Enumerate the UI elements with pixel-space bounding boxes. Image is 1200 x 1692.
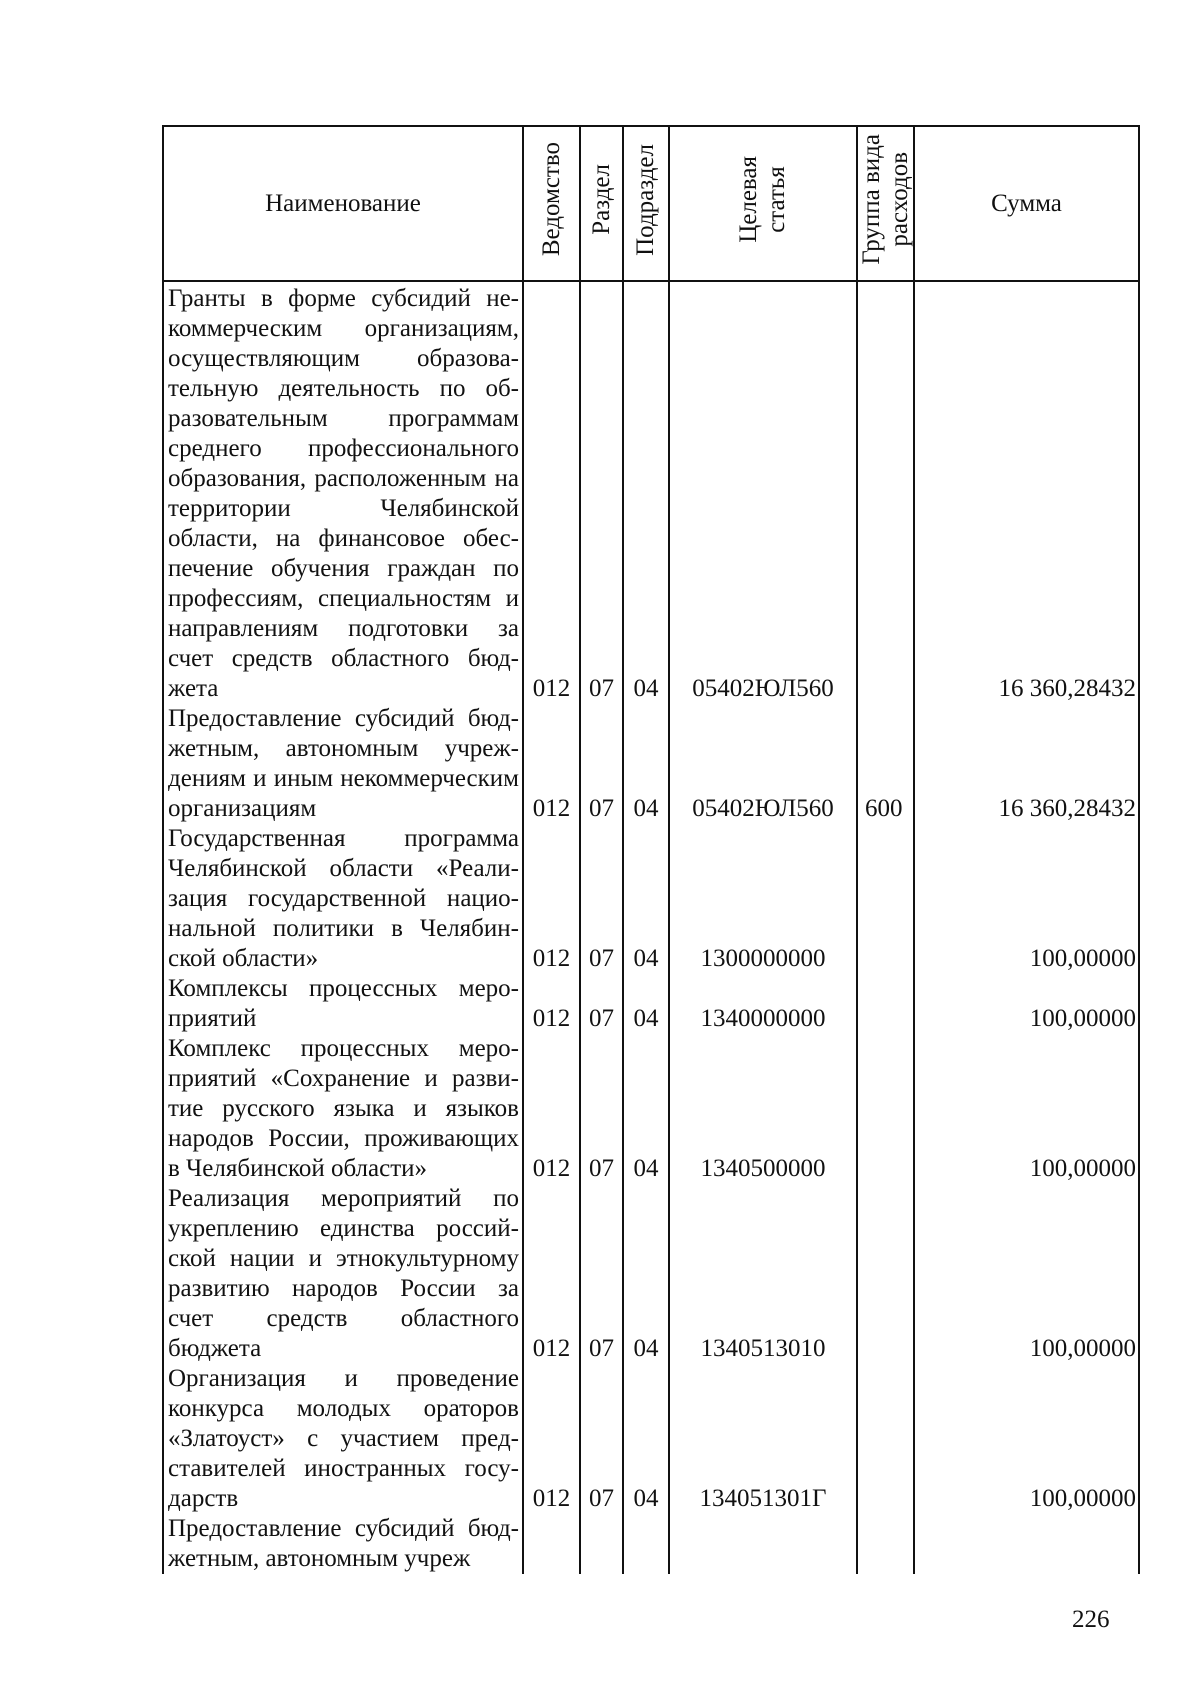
row-sum: 100,00000 <box>914 1364 1139 1514</box>
row-name: Комплексы процессных мероприятий <box>163 974 523 1034</box>
row-podrazdel: 04 <box>623 974 669 1034</box>
row-expense-group <box>857 974 914 1034</box>
table-row <box>163 704 1139 824</box>
header-sum: Сумма <box>914 126 1139 281</box>
row-vedomstvo: 012 <box>523 1364 580 1514</box>
row-razdel: 07 <box>580 1364 623 1514</box>
row-name: Гранты в форме субсидий некоммерческим организациям, осуществляющим образовательную деятельность по образовательным программам среднего профессионального образования, расположенным на территории Челябинской области, на финансовое обеспечение обучения граждан по профессиям, специальностям и направлениям подготовки за счет средств областного бюджета <box>163 281 523 704</box>
row-vedomstvo: 012 <box>523 1184 580 1364</box>
table-row <box>163 1364 1139 1514</box>
row-target-article: 1300000000 <box>669 824 857 974</box>
row-target-article: 1340000000 <box>669 974 857 1034</box>
table-row-continuation <box>163 1514 1139 1574</box>
header-target-article: Целевая статья <box>669 126 857 281</box>
row-sum: 100,00000 <box>914 1034 1139 1184</box>
row-name: Организация и проведение конкурса молодых ораторов «Златоуст» с участием представителей иностранных государств <box>163 1364 523 1514</box>
row-name: Государственная программа Челябинской области «Реализация государственной национальной политики в Челябинской области» <box>163 824 523 974</box>
row-podrazdel: 04 <box>623 1364 669 1514</box>
table-row <box>163 281 1139 704</box>
table-row <box>163 824 1139 974</box>
row-vedomstvo: 012 <box>523 281 580 704</box>
row-expense-group <box>857 1184 914 1364</box>
row-vedomstvo: 012 <box>523 704 580 824</box>
row-podrazdel: 04 <box>623 281 669 704</box>
budget-table <box>162 125 1140 1574</box>
row-name-continued: Предоставление субсидий бюджетным, автономным учреж <box>163 1514 523 1574</box>
row-razdel: 07 <box>580 1184 623 1364</box>
row-razdel: 07 <box>580 281 623 704</box>
row-podrazdel: 04 <box>623 824 669 974</box>
row-sum: 16 360,28432 <box>914 281 1139 704</box>
row-name: Комплекс процессных мероприятий «Сохранение и развитие русского языка и языков народов России, проживающих в Челябинской области» <box>163 1034 523 1184</box>
row-expense-group <box>857 824 914 974</box>
row-expense-group: 600 <box>857 704 914 824</box>
header-expense-group: Группа вида расходов <box>857 126 914 281</box>
header-name: Наименование <box>163 126 523 281</box>
row-target-article: 134051301Г <box>669 1364 857 1514</box>
row-expense-group <box>857 1514 914 1574</box>
row-podrazdel: 04 <box>623 1184 669 1364</box>
header-row <box>163 126 1139 281</box>
row-vedomstvo: 012 <box>523 1034 580 1184</box>
header-vedomstvo: Ведомство <box>523 126 580 281</box>
row-target-article: 1340500000 <box>669 1034 857 1184</box>
header-podrazdel: Подраздел <box>623 126 669 281</box>
table-row <box>163 1034 1139 1184</box>
row-razdel: 07 <box>580 824 623 974</box>
row-vedomstvo <box>523 1514 580 1574</box>
row-sum: 16 360,28432 <box>914 704 1139 824</box>
row-expense-group <box>857 281 914 704</box>
row-razdel: 07 <box>580 1034 623 1184</box>
page-number: 226 <box>1072 1606 1110 1633</box>
row-expense-group <box>857 1034 914 1184</box>
row-target-article <box>669 1514 857 1574</box>
row-podrazdel: 04 <box>623 1034 669 1184</box>
row-razdel <box>580 1514 623 1574</box>
table-row <box>163 974 1139 1034</box>
row-sum: 100,00000 <box>914 824 1139 974</box>
header-razdel: Раздел <box>580 126 623 281</box>
row-target-article: 05402ЮЛ560 <box>669 281 857 704</box>
row-podrazdel: 04 <box>623 704 669 824</box>
table-row <box>163 1184 1139 1364</box>
row-vedomstvo: 012 <box>523 974 580 1034</box>
row-razdel: 07 <box>580 974 623 1034</box>
row-vedomstvo: 012 <box>523 824 580 974</box>
row-expense-group <box>857 1364 914 1514</box>
row-podrazdel <box>623 1514 669 1574</box>
row-name: Предоставление субсидий бюджетным, автономным учреждениям и иным некоммерческим организациям <box>163 704 523 824</box>
row-razdel: 07 <box>580 704 623 824</box>
row-name: Реализация мероприятий по укреплению единства российской нации и этнокультурному развитию народов России за счет средств областного бюджета <box>163 1184 523 1364</box>
row-sum: 100,00000 <box>914 1184 1139 1364</box>
row-target-article: 05402ЮЛ560 <box>669 704 857 824</box>
row-target-article: 1340513010 <box>669 1184 857 1364</box>
row-sum <box>914 1514 1139 1574</box>
row-sum: 100,00000 <box>914 974 1139 1034</box>
